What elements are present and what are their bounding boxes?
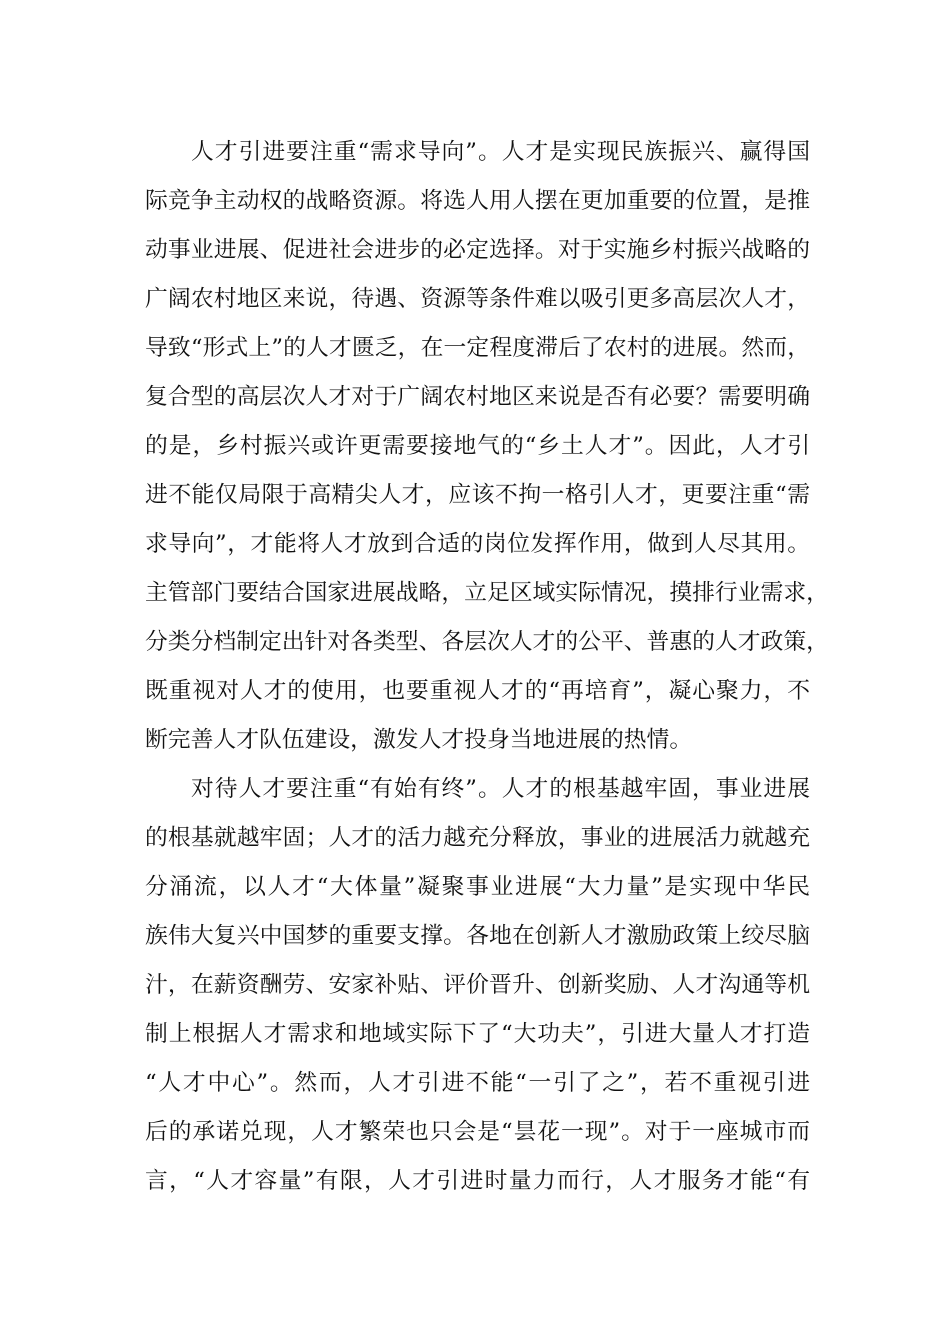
text-line: 汁，在薪资酬劳、安家补贴、评价晋升、创新奖励、人才沟通等机 — [145, 972, 810, 998]
text-line: 进不能仅局限于高精尖人才，应该不拘一格引人才，更要注重“需 — [145, 482, 810, 508]
text-line: 主管部门要结合国家进展战略，立足区域实际情况，摸排行业需求， — [145, 580, 829, 606]
text-line: 言，“人才容量”有限，人才引进时量力而行，人才服务才能“有 — [145, 1168, 810, 1194]
paragraph-talent-continuity — [145, 765, 810, 1206]
text-line: 导致“形式上”的人才匮乏，在一定程度滞后了农村的进展。然而， — [145, 335, 810, 361]
text-line: 制上根据人才需求和地域实际下了“大功夫”，引进大量人才打造 — [145, 1021, 810, 1047]
text-line: 后的承诺兑现，人才繁荣也只会是“昙花一现”。对于一座城市而 — [145, 1119, 810, 1145]
text-line: 动事业进展、促进社会进步的必定选择。对于实施乡村振兴战略的 — [145, 237, 810, 263]
text-line: 的根基就越牢固；人才的活力越充分释放，事业的进展活力就越充 — [145, 825, 810, 851]
text-line: 的是，乡村振兴或许更需要接地气的“乡土人才”。因此，人才引 — [145, 433, 810, 459]
text-line: 分涌流，以人才“大体量”凝聚事业进展“大力量”是实现中华民 — [145, 874, 810, 900]
text-line: 族伟大复兴中国梦的重要支撑。各地在创新人才激励政策上绞尽脑 — [145, 923, 810, 949]
text-line: 人才引进要注重“需求导向”。人才是实现民族振兴、赢得国 — [191, 139, 810, 165]
text-line: 广阔农村地区来说，待遇、资源等条件难以吸引更多高层次人才， — [145, 286, 810, 312]
text-line: 对待人才要注重“有始有终”。人才的根基越牢固，事业进展 — [191, 776, 810, 802]
text-line: 复合型的高层次人才对于广阔农村地区来说是否有必要？需要明确 — [145, 384, 810, 410]
text-line: 分类分档制定出针对各类型、各层次人才的公平、普惠的人才政策， — [145, 629, 829, 655]
text-line: “人才中心”。然而，人才引进不能“一引了之”，若不重视引进 — [145, 1070, 810, 1096]
document-page — [145, 128, 829, 1206]
text-line: 断完善人才队伍建设，激发人才投身当地进展的热情。 — [145, 727, 693, 753]
text-line: 既重视对人才的使用，也要重视人才的“再培育”，凝心聚力，不 — [145, 678, 810, 704]
text-line: 际竞争主动权的战略资源。将选人用人摆在更加重要的位置，是推 — [145, 188, 810, 214]
text-line: 求导向”，才能将人才放到合适的岗位发挥作用，做到人尽其用。 — [145, 531, 810, 557]
paragraph-talent-demand — [145, 128, 829, 765]
